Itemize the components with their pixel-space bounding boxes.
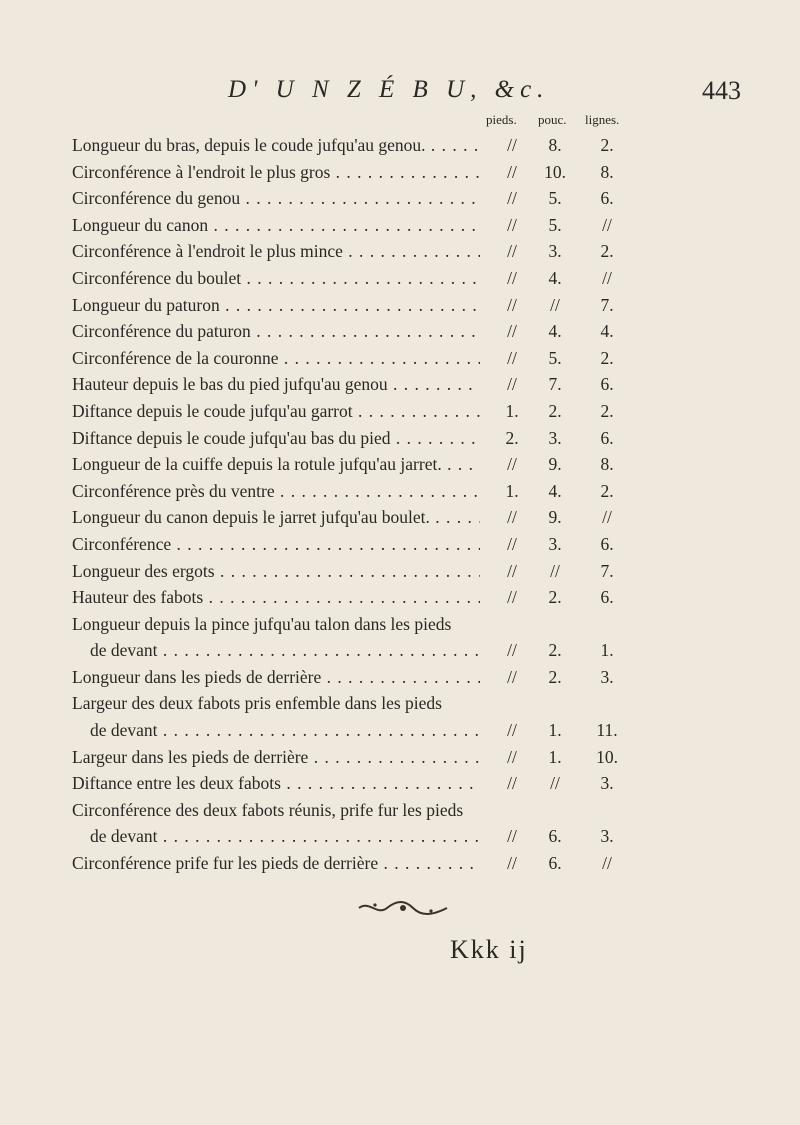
measurement-value: // [507, 773, 517, 794]
table-row [0, 318, 800, 345]
measurement-value: // [602, 267, 612, 288]
measurement-value: 9. [548, 454, 562, 475]
measurement-value: 7. [600, 294, 614, 315]
measurement-value: 5. [548, 214, 562, 235]
measurement-value: 6. [600, 188, 614, 209]
measurement-value: 1. [505, 400, 519, 421]
measurement-label-text: Longueur du canon depuis le jarret jufqu'au boulet. . . . [72, 507, 480, 527]
measurement-label-text: Longueur du paturon . . . [72, 295, 480, 315]
table-row [0, 611, 800, 664]
measurement-value: // [602, 507, 612, 528]
table-row [0, 584, 800, 611]
measurement-value: 6. [600, 587, 614, 608]
measurement-label-text: Circonférence à l'endroit le plus gros . . . [72, 162, 480, 182]
measurement-label [72, 531, 480, 558]
measurement-value: 2. [600, 347, 614, 368]
table-row [0, 531, 800, 558]
measurement-value: 2. [548, 400, 562, 421]
table-row [0, 664, 800, 691]
measurement-value: // [550, 773, 560, 794]
measurement-value: 2. [548, 666, 562, 687]
measurement-label [72, 371, 480, 398]
table-row [0, 212, 800, 239]
table-row [0, 770, 800, 797]
measurement-label-text: Diftance entre les deux fabots . . . [72, 773, 480, 793]
measurement-value: 2. [548, 587, 562, 608]
measurement-value: // [507, 454, 517, 475]
measurement-label-text: Longueur de la cuiffe depuis la rotule jufqu'au jarret. . . . [72, 454, 480, 474]
table-row [0, 265, 800, 292]
measurement-value: 3. [600, 826, 614, 847]
measurement-value: // [550, 560, 560, 581]
measurement-value: 1. [548, 720, 562, 741]
measurement-value: // [507, 374, 517, 395]
measurement-value: 8. [548, 135, 562, 155]
measurement-value: 3. [548, 241, 562, 262]
measurement-value: 4. [548, 321, 562, 342]
measurement-label [72, 770, 480, 797]
measurement-label [72, 292, 480, 319]
measurement-value: // [507, 161, 517, 182]
measurement-label-text: Diftance depuis le coude jufqu'au garrot . . . [72, 401, 480, 421]
measurement-label-text: Circonférence à l'endroit le plus mince . . . [72, 241, 480, 261]
measurement-value: 3. [548, 427, 562, 448]
measurement-label [72, 611, 480, 664]
column-header-lines: lignes. [585, 112, 620, 127]
measurement-value: // [507, 347, 517, 368]
column-headers [0, 112, 800, 130]
table-row [0, 238, 800, 265]
measurement-label-text: Hauteur depuis le bas du pied jufqu'au genou . . . [72, 374, 480, 394]
table-row [0, 398, 800, 425]
table-row [0, 744, 800, 771]
measurement-label [72, 478, 480, 505]
measurement-value: // [507, 533, 517, 554]
page-number: 443 [702, 76, 741, 105]
table-row [0, 292, 800, 319]
measurement-value: 2. [600, 480, 614, 501]
measurement-table [0, 132, 800, 877]
measurement-label [72, 850, 480, 877]
measurement-value: 2. [505, 427, 519, 448]
measurement-value: // [507, 507, 517, 528]
measurement-value: 8. [600, 161, 614, 182]
measurement-value: // [507, 188, 517, 209]
measurement-label-text: Hauteur des fabots . . . [72, 587, 480, 607]
measurement-label [72, 132, 480, 159]
measurement-label-text: Circonférence de la couronne . . . [72, 348, 480, 368]
measurement-value: // [507, 746, 517, 767]
measurement-label-line1: Circonférence des deux fabots réunis, prife fur les pieds [72, 799, 464, 820]
table-row [0, 504, 800, 531]
table-row [0, 159, 800, 186]
measurement-value: // [507, 267, 517, 288]
measurement-value: 10. [544, 161, 566, 182]
measurement-label [72, 584, 480, 611]
measurement-value: 6. [600, 374, 614, 395]
table-row [0, 345, 800, 372]
measurement-value: 4. [548, 480, 562, 501]
measurement-value: 5. [548, 188, 562, 209]
measurement-label [72, 185, 480, 212]
page-header [0, 72, 800, 112]
measurement-value: // [507, 241, 517, 262]
measurement-label-line2: de devant . . . [90, 640, 480, 660]
measurement-label [72, 212, 480, 239]
measurement-value: // [507, 214, 517, 235]
column-header-feet: pieds. [486, 112, 517, 127]
measurement-label-text: Circonférence du genou . . . [72, 188, 480, 208]
table-row [0, 451, 800, 478]
measurement-value: // [507, 560, 517, 581]
table-row [0, 558, 800, 585]
measurement-label-text: Longueur du bras, depuis le coude jufqu'au genou. . . . [72, 135, 480, 155]
measurement-value: // [507, 853, 517, 874]
measurement-label [72, 425, 480, 452]
signature-mark: Kkk ij [450, 935, 528, 964]
table-row [0, 185, 800, 212]
table-row [0, 371, 800, 398]
measurement-value: 2. [600, 241, 614, 262]
measurement-label-text: Diftance depuis le coude jufqu'au bas du pied . . . [72, 428, 480, 448]
measurement-value: // [550, 294, 560, 315]
table-row [0, 132, 800, 159]
measurement-value: 1. [600, 640, 614, 661]
measurement-label-text: Circonférence près du ventre . . . [72, 481, 480, 501]
table-row [0, 690, 800, 743]
measurement-value: 7. [600, 560, 614, 581]
measurement-value: 6. [600, 533, 614, 554]
measurement-label [72, 558, 480, 585]
measurement-value: 3. [600, 666, 614, 687]
measurement-value: // [602, 214, 612, 235]
measurement-value: // [602, 853, 612, 874]
measurement-label [72, 318, 480, 345]
measurement-value: 4. [548, 267, 562, 288]
measurement-label-line2: de devant . . . [90, 826, 480, 846]
measurement-value: // [507, 135, 517, 155]
measurement-value: 11. [596, 720, 618, 741]
measurement-label [72, 744, 480, 771]
measurement-value: 6. [600, 427, 614, 448]
measurement-value: 1. [505, 480, 519, 501]
measurement-value: 3. [600, 773, 614, 794]
measurement-label-text: Circonférence du paturon . . . [72, 321, 480, 341]
measurement-label-line2: de devant . . . [90, 720, 480, 740]
running-title: D' U N Z É B U, &c. [228, 76, 550, 103]
measurement-value: // [507, 640, 517, 661]
measurement-label [72, 345, 480, 372]
measurement-label-text: Circonférence du boulet . . . [72, 268, 480, 288]
table-row [0, 478, 800, 505]
table-row [0, 425, 800, 452]
measurement-value: 10. [596, 746, 618, 767]
measurement-value: 1. [548, 746, 562, 767]
measurement-label-text: Circonférence prife fur les pieds de derrière . . . [72, 853, 480, 873]
measurement-label [72, 690, 480, 743]
measurement-label [72, 504, 480, 531]
measurement-value: 2. [600, 400, 614, 421]
measurement-label-text: Longueur des ergots . . . [72, 561, 480, 581]
measurement-label [72, 797, 480, 850]
measurement-label-text: Largeur dans les pieds de derrière . . . [72, 747, 480, 767]
measurement-value: // [507, 826, 517, 847]
measurement-label [72, 398, 480, 425]
table-row [0, 797, 800, 850]
measurement-label [72, 664, 480, 691]
measurement-label-text: Longueur dans les pieds de derrière . . . [72, 667, 480, 687]
measurement-label [72, 451, 480, 478]
measurement-label-line1: Longueur depuis la pince jufqu'au talon dans les pieds [72, 613, 452, 634]
measurement-value: 3. [548, 533, 562, 554]
measurement-value: 4. [600, 321, 614, 342]
ornament-icon [355, 898, 451, 918]
column-header-inches: pouc. [538, 112, 567, 127]
measurement-label [72, 238, 480, 265]
measurement-value: 2. [548, 640, 562, 661]
measurement-label-text: Longueur du canon . . . [72, 215, 480, 235]
measurement-value: 6. [548, 826, 562, 847]
measurement-value: // [507, 666, 517, 687]
measurement-value: 9. [548, 507, 562, 528]
measurement-value: 8. [600, 454, 614, 475]
measurement-value: // [507, 294, 517, 315]
measurement-value: 5. [548, 347, 562, 368]
measurement-value: 6. [548, 853, 562, 874]
measurement-value: 7. [548, 374, 562, 395]
measurement-value: // [507, 321, 517, 342]
measurement-value: // [507, 720, 517, 741]
measurement-label-text: Circonférence . . . [72, 534, 480, 554]
measurement-label [72, 265, 480, 292]
measurement-value: 2. [600, 135, 614, 155]
measurement-value: // [507, 587, 517, 608]
measurement-label-line1: Largeur des deux fabots pris enfemble dans les pieds [72, 693, 442, 714]
table-row [0, 850, 800, 877]
measurement-label [72, 159, 480, 186]
